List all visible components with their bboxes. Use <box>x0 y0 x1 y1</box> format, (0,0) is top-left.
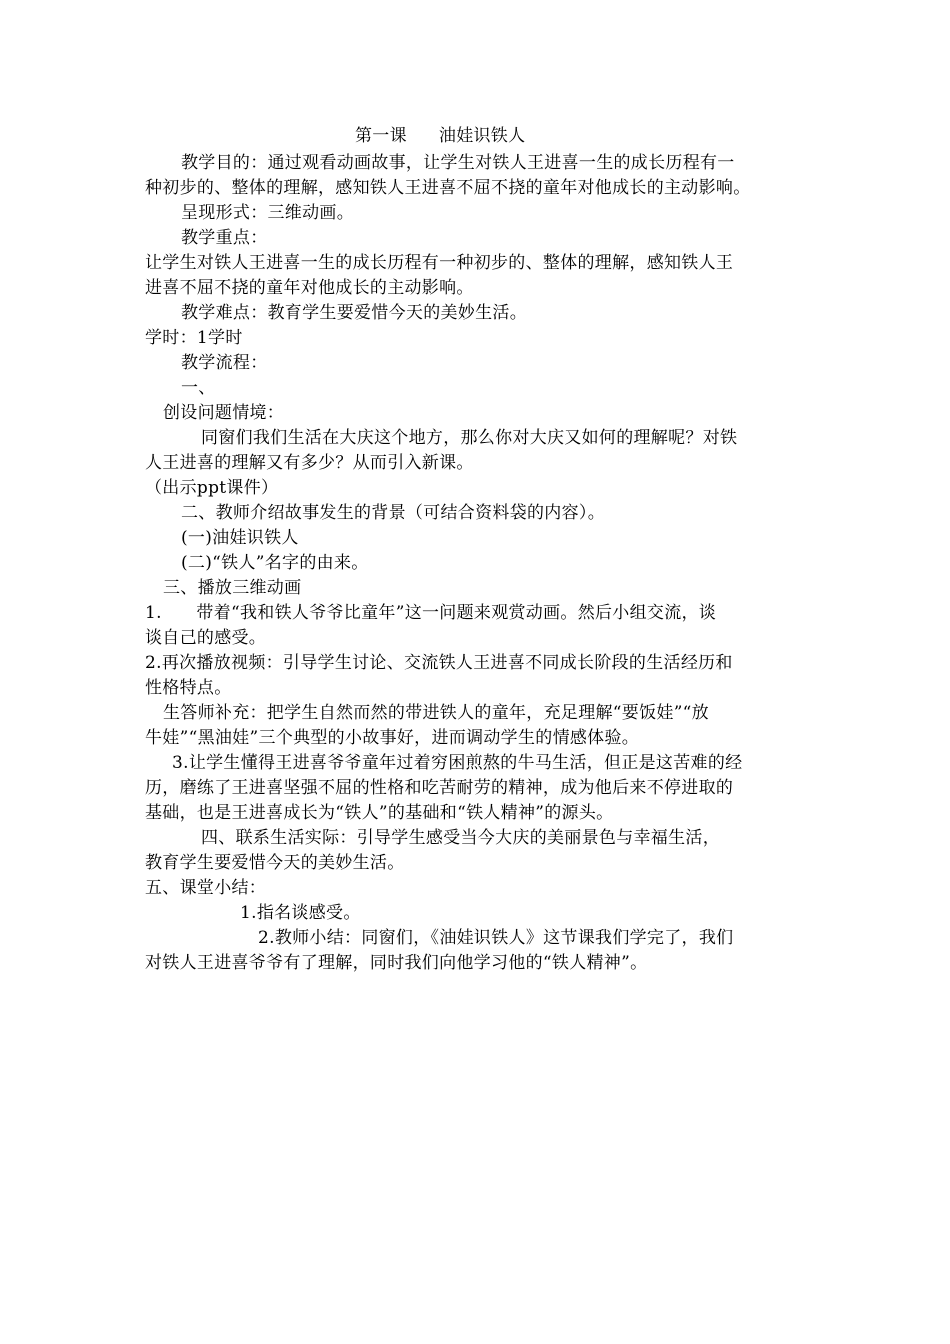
text-line: 教育学生要爱惜今天的美妙生活。 <box>145 853 405 873</box>
text-line: 牛娃”“黑油娃”三个典型的小故事好，进而调动学生的情感体验。 <box>145 728 640 748</box>
text-line: 性格特点。 <box>145 678 232 698</box>
text-line: （出示ppt课件） <box>145 478 279 498</box>
text-line: 一、 <box>181 378 216 398</box>
text-line: 二、教师介绍故事发生的背景（可结合资料袋的内容）。 <box>181 503 605 523</box>
text-line: 五、课堂小结： <box>145 878 267 898</box>
text-line: 1. 带着“我和铁人爷爷比童年”这一问题来观赏动画。然后小组交流，谈 <box>145 603 717 623</box>
text-line: 种初步的、整体的理解，感知铁人王进喜不屈不挠的童年对他成长的主动影响。 <box>145 178 751 198</box>
text-line: 历，磨练了王进喜坚强不屈的性格和吃苦耐劳的精神，成为他后来不停进取的 <box>145 778 734 798</box>
text-line: 人王进喜的理解又有多少？从而引入新课。 <box>145 453 474 473</box>
text-line: 教学流程： <box>181 353 268 373</box>
text-line: 创设问题情境： <box>163 403 285 423</box>
title-lesson-name: 油娃识铁人 <box>438 126 526 146</box>
text-line: 谈自己的感受。 <box>145 628 267 648</box>
page-title <box>355 124 525 148</box>
text-line: 教学难点：教育学生要爱惜今天的美妙生活。 <box>181 303 527 323</box>
text-line: 对铁人王进喜爷爷有了理解，同时我们向他学习他的“铁人精神”。 <box>145 953 648 973</box>
text-line: 让学生对铁人王进喜一生的成长历程有一种初步的、整体的理解，感知铁人王 <box>145 253 734 273</box>
text-line: 同窗们我们生活在大庆这个地方，那么你对大庆又如何的理解呢？对铁 <box>201 428 738 448</box>
title-lesson-number: 第一课 <box>355 126 407 146</box>
text-line: 3.让学生懂得王进喜爷爷童年过着穷困煎熬的牛马生活，但正是这苦难的经 <box>172 753 743 773</box>
text-line: 三、播放三维动画 <box>163 578 302 598</box>
text-line: 进喜不屈不挠的童年对他成长的主动影响。 <box>145 278 474 298</box>
text-line: (一)油娃识铁人 <box>181 528 299 548</box>
text-line: 生答师补充：把学生自然而然的带进铁人的童年，充足理解“要饭娃”“放 <box>163 703 709 723</box>
text-line: 教学目的：通过观看动画故事，让学生对铁人王进喜一生的成长历程有一 <box>181 153 735 173</box>
text-line: 学时：1学时 <box>145 328 243 348</box>
text-line: 1.指名谈感受。 <box>240 903 361 923</box>
text-line: 基础，也是王进喜成长为“铁人”的基础和“铁人精神”的源头。 <box>145 803 614 823</box>
text-line: (二)“铁人”名字的由来。 <box>181 553 369 573</box>
text-line: 呈现形式：三维动画。 <box>181 203 354 223</box>
text-line: 四、联系生活实际：引导学生感受当今大庆的美丽景色与幸福生活， <box>201 828 720 848</box>
text-line: 教学重点： <box>181 228 268 248</box>
text-line: 2.教师小结：同窗们，《油娃识铁人》这节课我们学完了，我们 <box>258 928 734 948</box>
text-line: 2.再次播放视频：引导学生讨论、交流铁人王进喜不同成长阶段的生活经历和 <box>145 653 733 673</box>
